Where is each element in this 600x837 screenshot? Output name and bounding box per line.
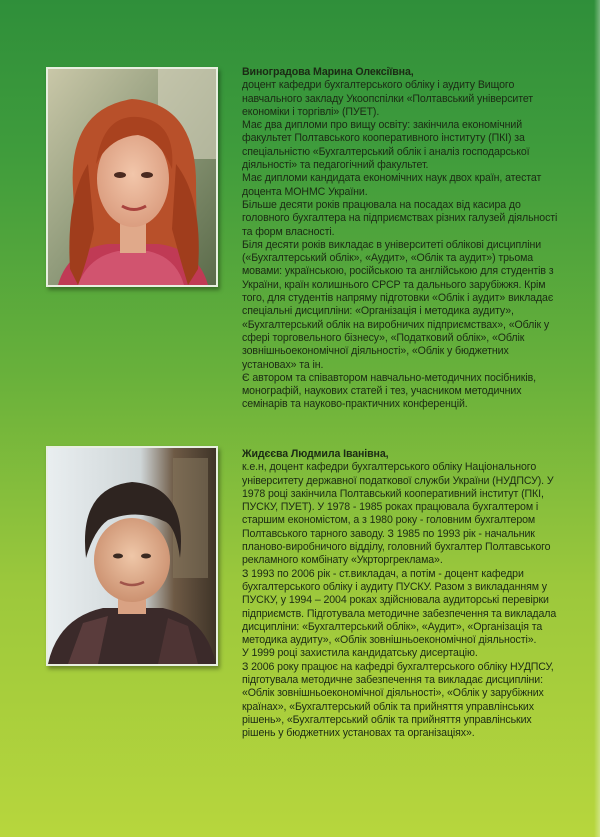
person-name: Виноградова Марина Олексіївна, [242,66,414,78]
bio-paragraph: Є автором та співавтором навчально-методичних посібників, монографій, наукових статей і тез, учасником методичних семінарів та науково-практичних конференцій. [242,371,536,411]
bio-paragraph: Більше десяти років працювала на посадах від касира до головного бухгалтера на підприємствах різних галузей діяльності та форм власності. [242,198,558,238]
portrait-illustration [48,448,216,664]
page-edge [594,0,600,837]
bio-paragraph: Має дипломи кандидата економічних наук двох країн, атестат доцента МОНМС України. [242,172,542,198]
bio-paragraph: доцент кафедри бухгалтерського обліку і аудиту Вищого навчального закладу Укоопспілки «Полтавський університет економіки і торгівлі» (ПУЕТ). [242,79,534,118]
bio-paragraph: Має два дипломи про вищу освіту: закінчила економічний факультет Полтавського кооперативного інституту (ПКІ) за спеціальністю «Бухгалтерський облік і аналіз господарської діяльності» та педагогічний факультет. [242,119,530,172]
bio-paragraph: З 2006 року працює на кафедрі бухгалтерського обліку НУДПСУ, підготувала методичне забезпечення та викладає дисципліни: «Облік зовнішньоекономічної діяльності», «Облік у зарубіжних країнах», «Бухгалтерський облік та прийняття управлінських рішень», «Бухгалтерський облік та прийняття управлінських рішень у бюджетних установах та організаціях». [242,660,554,740]
bio-vynohradova [242,66,562,412]
person-name: Жидєєва Людмила Іванівна, [242,448,389,460]
portrait-illustration [48,69,216,285]
bio-zhydieieva [242,448,564,741]
portrait-photo-zhydieieva [46,446,218,666]
bio-paragraph: У 1999 році захистила кандидатську дисертацію. [242,647,478,660]
bio-paragraph: к.е.н, доцент кафедри бухгалтерського обліку Національного університету державної податкової служби України (НУДПСУ). У 1978 році закінчила Полтавський кооперативний інститут (ПКІ, ПУСКУ, ПУЕТ). У 1978 - 1985 роках працювала бухгалтером і старшим економістом, а з 1980 року - головним бухгалтером Полтавського тарного заводу. З 1985 по 1993 рік - начальник планово-виробничого відділу, головний бухгалтер Полтавського рекламного комбінату «Укрторгреклама». [242,461,554,567]
bio-paragraph: Біля десяти років викладає в університеті облікові дисципліни («Бухгалтерський облік», «Аудит», «Облік та аудит») трьома мовами: українською, російською та англійською для студентів з України, країн колишнього СРСР та дальнього зарубіжжя. Крім того, для студентів напряму підготовки «Облік і аудит» викладає спеціальні дисципліни: «Організація і методика аудиту», «Бухгалтерський облік на виробничих підприємствах», «Облік у сфері торговельного бізнесу», «Податковий облік», «Облік зовнішньоекономічної діяльності», «Облік у бюджетних установах» та ін. [242,238,554,371]
bio-paragraph: З 1993 по 2006 рік - ст.викладач, а потім - доцент кафедри бухгалтерського обліку і аудиту ПУСКУ. Разом з викладанням у ПУСКУ, у 1994 – 2004 роках здійснювала аудиторські перевірки підприємств. Підготувала методичне забезпечення та викладала дисципліни: «Бухгалтерський облік», «Аудит», «Організація та методика аудиту», «Облік зовнішньоекономічної діяльності». [242,567,557,647]
portrait-photo-vynohradova [46,67,218,287]
